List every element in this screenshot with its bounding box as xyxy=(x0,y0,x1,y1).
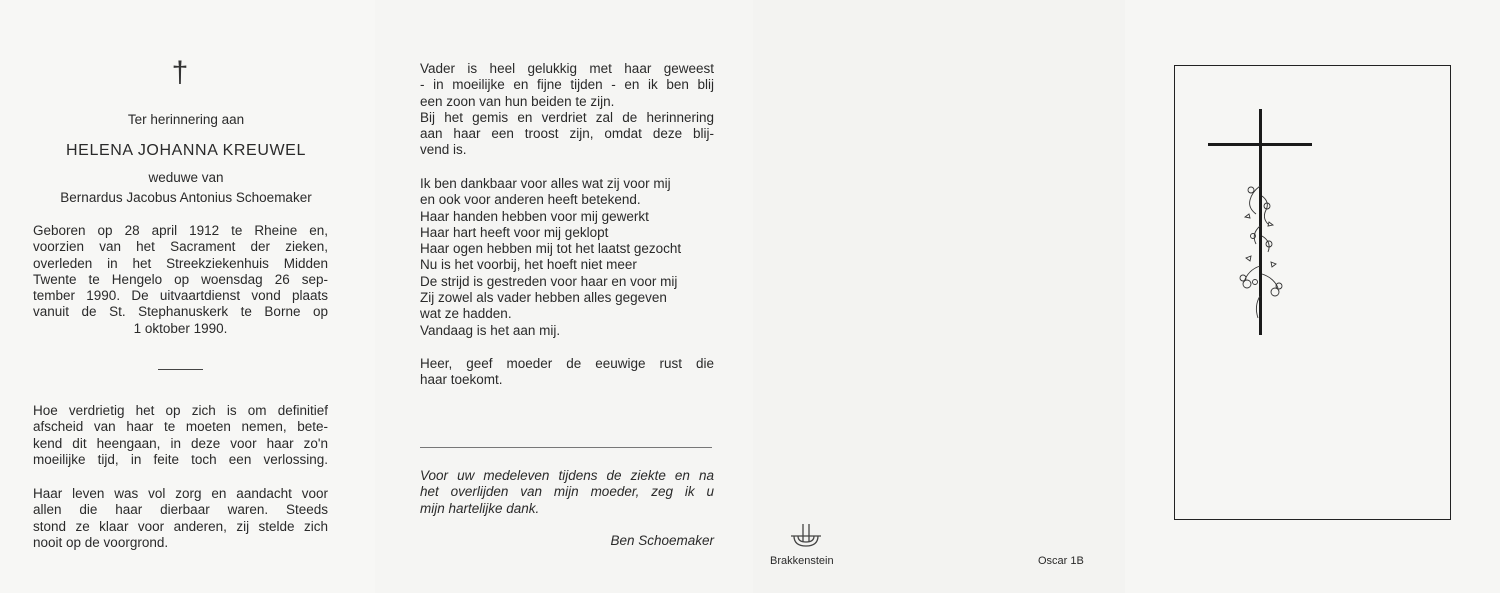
text-line: allen die haar dierbaar waren. Steeds xyxy=(33,502,328,518)
paragraph-father xyxy=(420,61,714,159)
text-line: afscheid van haar te moeten nemen, bete- xyxy=(33,419,328,435)
text-line: haar toekomt. xyxy=(420,372,503,388)
bio-line: 1 oktober 1990. xyxy=(133,320,228,336)
divider xyxy=(420,447,712,448)
bio-line: tember 1990. De uitvaartdienst vond plaats xyxy=(33,288,328,304)
poem-line: Nu is het voorbij, het hoeft niet meer xyxy=(420,257,637,273)
deceased-name: HELENA JOHANNA KREUWEL xyxy=(66,142,306,159)
spouse-name: Bernardus Jacobus Antonius Schoemaker xyxy=(60,190,312,205)
widow-of: weduwe van xyxy=(148,170,224,185)
prayer xyxy=(420,356,714,389)
poem-line: Haar ogen hebben mij tot het laatst gezocht xyxy=(420,241,682,257)
text-line: aan haar een troost zijn, omdat deze blij- xyxy=(420,126,714,142)
thanks-note xyxy=(420,468,714,517)
poem-line: en ook voor anderen heeft betekend. xyxy=(420,192,641,208)
poem-line: Ik ben dankbaar voor alles wat zij voor mij xyxy=(420,176,671,191)
brakkenstein-logo-icon xyxy=(788,522,824,548)
in-memory-heading: Ter herinnering aan xyxy=(127,112,245,127)
text-line: Haar leven was vol zorg en aandacht voor xyxy=(33,486,328,501)
text-line: stond ze klaar voor anderen, zij stelde zich xyxy=(33,518,328,534)
cross-with-flowers-icon xyxy=(1205,106,1315,338)
bio-line: overleden in het Streekziekenhuis Midden xyxy=(33,255,328,271)
poem-line: Haar handen hebben voor mij gewerkt xyxy=(420,208,649,224)
text-line: het overlijden van mijn moeder, zeg ik u xyxy=(420,484,714,500)
model-code: Oscar 1B xyxy=(1038,555,1084,567)
paragraph-life xyxy=(33,486,328,551)
biography xyxy=(33,223,328,337)
poem xyxy=(420,176,714,339)
bio-line: Twente te Hengelo op woensdag 26 sep- xyxy=(33,271,328,287)
text-line: nooit op de voorgrond. xyxy=(33,534,169,550)
signature: Ben Schoemaker xyxy=(610,533,714,548)
text-line: Vader is heel gelukkig met haar geweest xyxy=(420,61,714,76)
text-line: - in moeilijke en fijne tijden - en ik ben blij xyxy=(420,77,714,93)
divider xyxy=(158,369,203,370)
poem-line: Haar hart heeft voor mij geklopt xyxy=(420,224,609,240)
paragraph-farewell xyxy=(33,403,328,468)
poem-line: De strijd is gestreden voor haar en voor mij xyxy=(420,273,678,289)
bio-line: vanuit de St. Stephanuskerk te Borne op xyxy=(33,304,328,320)
text-line: Voor uw medeleven tijdens de ziekte en na xyxy=(420,468,714,483)
text-line: kend dit heengaan, in deze voor haar zo'n xyxy=(33,435,328,451)
poem-line: Vandaag is het aan mij. xyxy=(420,322,561,338)
bio-line: voorzien van het Sacrament der zieken, xyxy=(33,239,328,255)
text-line: een zoon van hun beiden te zijn. xyxy=(420,93,615,109)
cross-symbol: † xyxy=(171,56,189,89)
bio-line: Geboren op 28 april 1912 te Rheine en, xyxy=(33,223,328,238)
text-line: vend is. xyxy=(420,142,467,158)
text-line: Bij het gemis en verdriet zal de herinnering xyxy=(420,109,714,125)
text-line: moeilijke tijd, in feite toch een verlossing. xyxy=(33,451,328,467)
printer-name: Brakkenstein xyxy=(770,555,834,567)
poem-line: wat ze hadden. xyxy=(420,306,512,322)
text-line: Heer, geef moeder de eeuwige rust die xyxy=(420,356,714,371)
text-line: Hoe verdrietig het op zich is om definitief xyxy=(33,403,328,418)
poem-line: Zij zowel als vader hebben alles gegeven xyxy=(420,290,667,306)
card-panel-back xyxy=(753,0,1125,593)
text-line: mijn hartelijke dank. xyxy=(420,500,540,516)
